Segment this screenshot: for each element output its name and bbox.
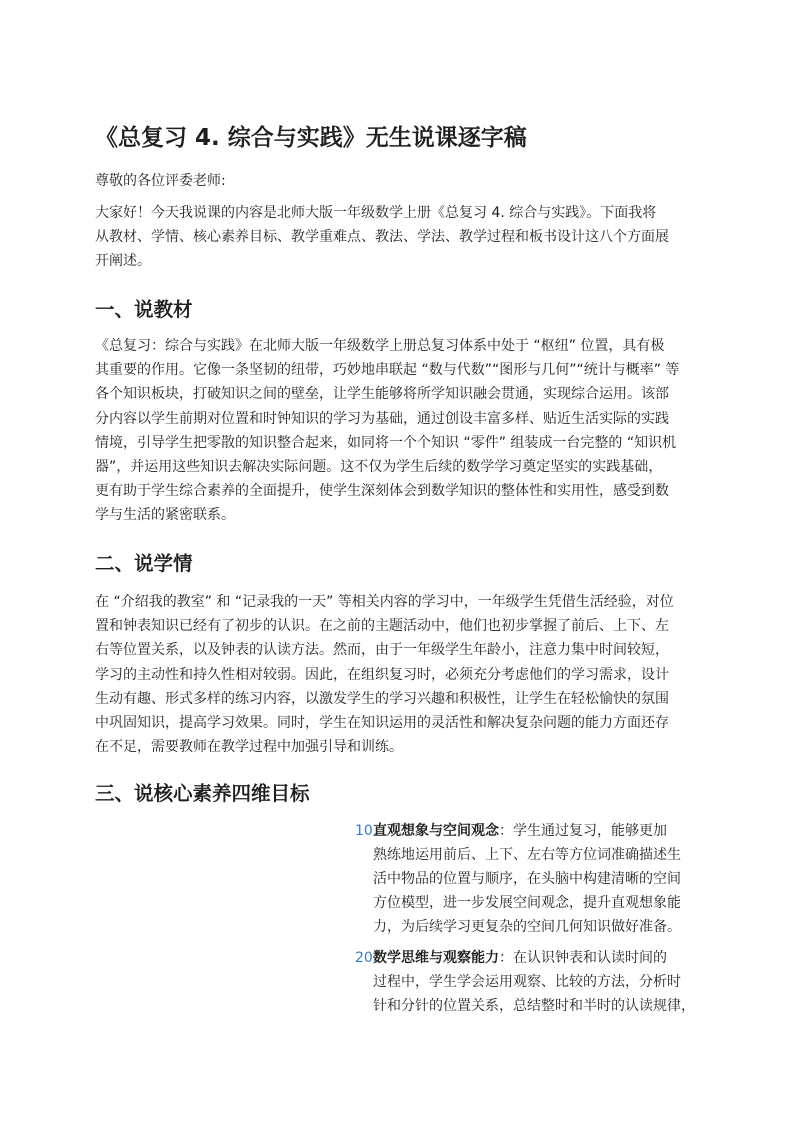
intro-line: 从教材、学情、核心素养目标、教学重难点、教法、学法、教学过程和板书设计这八个方面展 [95,229,669,246]
paragraph-line: 右等位置关系，以及钟表的认读方法。然而，由于一年级学生年龄小，注意力集中时间较短， [95,642,669,659]
students-paragraph [95,590,705,759]
paragraph-line: 其重要的作用。它像一条坚韧的纽带，巧妙地串联起 “数与代数”“图形与几何”“统计与概率” 等 [95,362,680,379]
goal-term: 直观想象与空间观念 [373,823,499,839]
paragraph-line: 更有助于学生综合素养的全面提升，使学生深刻体会到数学知识的整体性和实用性，感受到数 [95,483,669,500]
list-number: 10. [355,823,378,839]
paragraph-line: 在 “介绍我的教室” 和 “记录我的一天” 等相关内容的学习中，一年级学生凭借生活经验，对位 [95,594,674,610]
paragraph-line: 生动有趣、形式多样的练习内容，以激发学生的学习兴趣和积极性，让学生在轻松愉快的氛围 [95,690,669,707]
paragraph-line: 在不足，需要教师在教学过程中加强引导和训练。 [95,739,403,756]
paragraph-line: 各个知识板块，打破知识之间的壁垒，让学生能够将所学知识融会贯通，实现综合运用。该部 [95,386,669,403]
goal-first-rest: ：学生通过复习，能够更加 [499,823,667,839]
intro-paragraph [95,201,705,274]
list-number: 20. [355,950,378,966]
section-heading-students: 二、说学情 [95,552,193,575]
intro-line: 大家好！今天我说课的内容是北师大版一年级数学上册《总复习 4. 综合与实践》。下面我将 [95,205,657,221]
paragraph-line: 学习的主动性和持久性相对较弱。因此，在组织复习时，必须充分考虑他们的学习需求，设计 [95,666,669,683]
greeting [95,169,705,193]
paragraph-line: 中巩固知识，提高学习效果。同时，学生在知识运用的灵活性和解决复杂问题的能力方面还存 [95,715,669,732]
paragraph-line: 《总复习：综合与实践》在北师大版一年级数学上册总复习体系中处于 “枢纽” 位置，具有极 [95,338,665,354]
intro-line: 开阐述。 [95,253,151,270]
goal-term: 数学思维与观察能力 [373,950,499,966]
goal-first-line [373,819,718,843]
goal-text [373,819,718,939]
goal-list-item [355,819,715,949]
section-heading-goals: 三、说核心素养四维目标 [95,782,310,805]
textbook-paragraph [95,334,705,528]
goal-line: 力，为后续学习更复杂的空间几何知识做好准备。 [373,919,681,935]
goal-text [373,946,718,1018]
goal-line: 活中物品的位置与顺序，在头脑中构建清晰的空间 [373,871,681,887]
goal-line: 针和分针的位置关系，总结整时和半时的认读规律， [373,998,695,1014]
paragraph-line: 学与生活的紧密联系。 [95,507,235,524]
paragraph-line: 置和钟表知识已经有了初步的认识。在之前的主题活动中，他们也初步掌握了前后、上下、左 [95,618,669,635]
goal-list-item [355,946,715,1026]
goal-line: 过程中，学生学会运用观察、比较的方法，分析时 [373,974,681,990]
paragraph-line: 情境，引导学生把零散的知识整合起来，如同将一个个知识 “零件” 组装成一台完整的 “知识机 [95,434,677,451]
paragraph-line: 器”，并运用这些知识去解决实际问题。这不仅为学生后续的数学学习奠定坚实的实践基础， [95,459,663,476]
goal-first-rest: ：在认识钟表和认读时间的 [499,950,667,966]
document-title: 《总复习 4. 综合与实践》无生说课逐字稿 [95,125,527,151]
goal-line: 熟练地运用前后、上下、左右等方位词准确描述生 [373,847,681,863]
goal-first-line [373,946,718,970]
greeting-text: 尊敬的各位评委老师: [95,173,226,189]
paragraph-line: 分内容以学生前期对位置和时钟知识的学习为基础，通过创设丰富多样、贴近生活实际的实践 [95,410,669,427]
goal-line: 方位模型，进一步发展空间观念，提升直观想象能 [373,895,681,911]
section-heading-textbook: 一、说教材 [95,298,193,321]
